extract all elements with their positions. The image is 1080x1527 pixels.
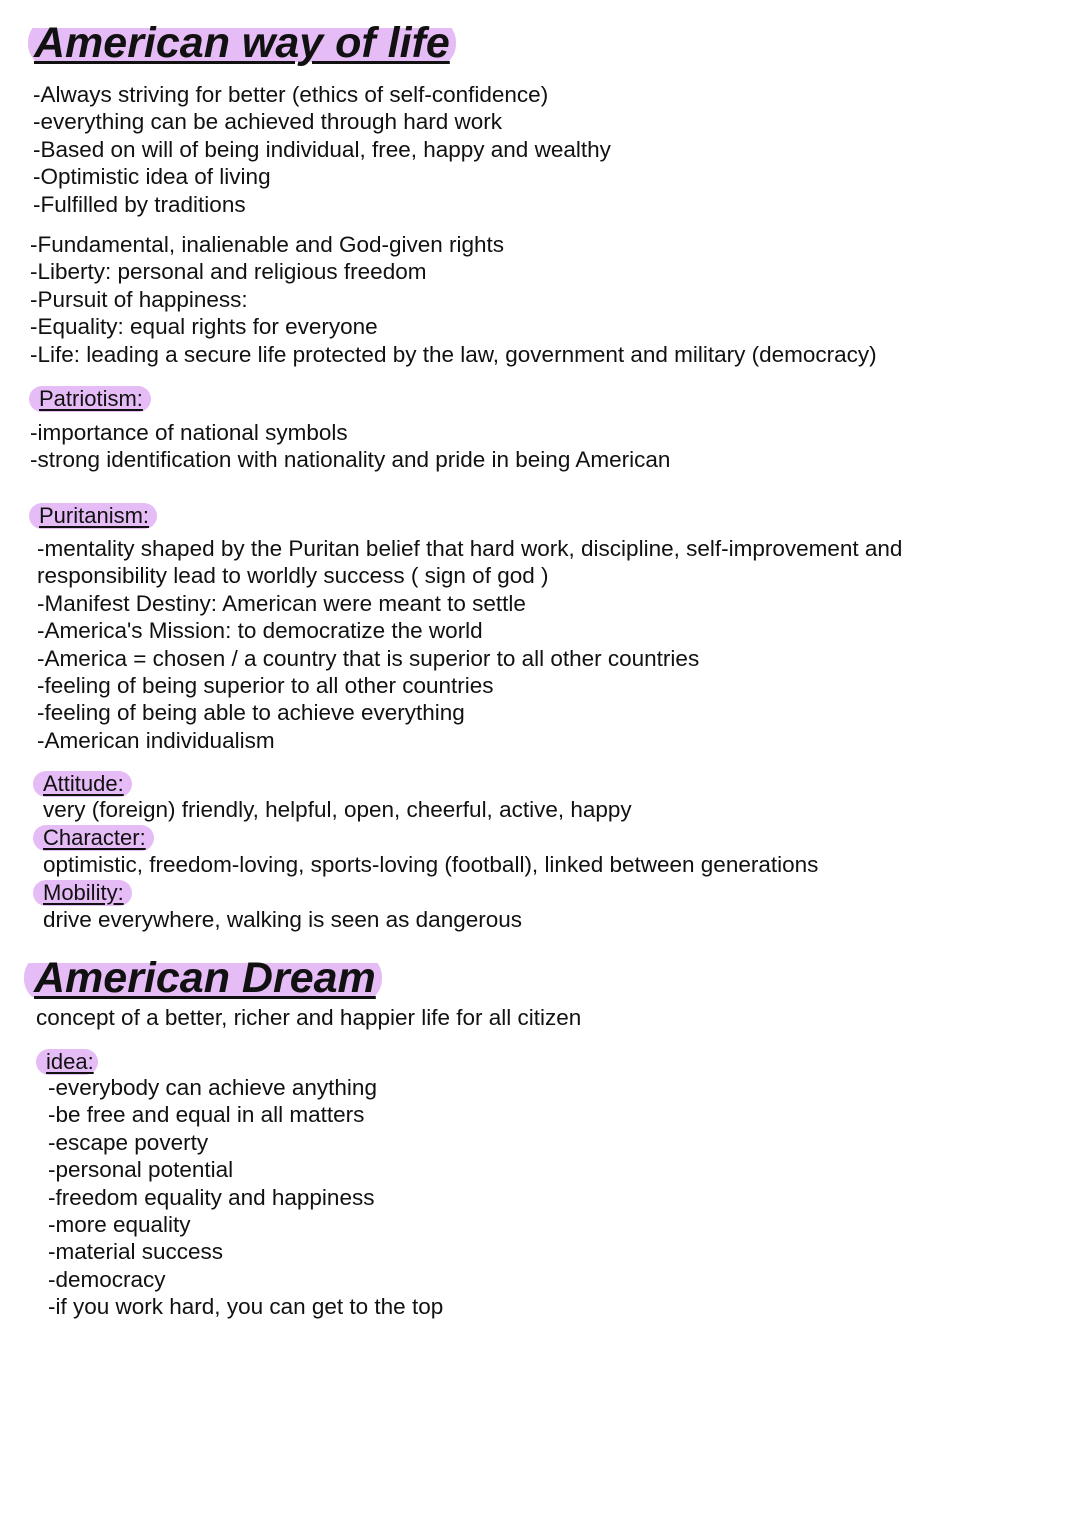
title-american-way-of-life bbox=[28, 18, 456, 68]
rights-list bbox=[30, 231, 877, 368]
title-american-dream bbox=[24, 953, 382, 1003]
list-item: -everything can be achieved through hard work bbox=[33, 109, 503, 135]
list-item: -feeling of being superior to all other countries bbox=[37, 673, 494, 699]
list-item: -Manifest Destiny: American were meant to settle bbox=[37, 590, 526, 616]
list-item: -more equality bbox=[48, 1212, 191, 1238]
title-text: American way of life bbox=[34, 19, 450, 67]
list-item: -strong identification with nationality and pride in being American bbox=[30, 447, 671, 473]
heading-patriotism: Patriotism: bbox=[29, 386, 151, 412]
list-item: -America = chosen / a country that is superior to all other countries bbox=[37, 645, 700, 671]
list-item: -mentality shaped by the Puritan belief that hard work, discipline, self-improvement and bbox=[37, 536, 903, 561]
list-item: -freedom equality and happiness bbox=[48, 1184, 375, 1210]
list-item: -Always striving for better (ethics of self-confidence) bbox=[33, 82, 549, 107]
list-item: -Equality: equal rights for everyone bbox=[30, 314, 378, 340]
list-item: -democracy bbox=[48, 1266, 166, 1292]
american-dream-intro: concept of a better, richer and happier life for all citizen bbox=[36, 1005, 582, 1030]
attitude-text: very (foreign) friendly, helpful, open, cheerful, active, happy bbox=[43, 797, 632, 822]
heading-idea: idea: bbox=[36, 1049, 98, 1075]
list-item: -if you work hard, you can get to the top bbox=[48, 1294, 444, 1320]
list-item: responsibility lead to worldly success ( sign of god ) bbox=[37, 563, 549, 589]
list-item: -Pursuit of happiness: bbox=[30, 286, 248, 312]
list-item: -American individualism bbox=[37, 727, 275, 753]
list-item: -everybody can achieve anything bbox=[48, 1075, 377, 1100]
idea-list bbox=[48, 1074, 443, 1321]
list-item: -personal potential bbox=[48, 1157, 234, 1183]
list-item: -feeling of being able to achieve everything bbox=[37, 700, 465, 726]
heading-attitude: Attitude: bbox=[33, 771, 132, 797]
heading-character: Character: bbox=[33, 825, 154, 851]
character-text: optimistic, freedom-loving, sports-loving (football), linked between generations bbox=[43, 852, 819, 877]
list-item: -material success bbox=[48, 1239, 224, 1265]
list-item: -be free and equal in all matters bbox=[48, 1102, 365, 1128]
list-item: -America's Mission: to democratize the world bbox=[37, 618, 483, 644]
patriotism-list bbox=[30, 419, 670, 474]
list-item: -Life: leading a secure life protected by the law, government and military (democracy) bbox=[30, 341, 877, 367]
list-item: -Optimistic idea of living bbox=[33, 164, 271, 190]
list-item: -Fulfilled by traditions bbox=[33, 191, 246, 217]
list-item: -importance of national symbols bbox=[30, 420, 348, 445]
heading-puritanism: Puritanism: bbox=[29, 503, 157, 529]
heading-mobility: Mobility: bbox=[33, 880, 132, 906]
list-item: -escape poverty bbox=[48, 1129, 209, 1155]
puritanism-list bbox=[37, 535, 902, 754]
list-item: -Based on will of being individual, free, happy and wealthy bbox=[33, 136, 611, 162]
mobility-text: drive everywhere, walking is seen as dangerous bbox=[43, 907, 523, 932]
values-list bbox=[33, 81, 611, 218]
title-text: American Dream bbox=[34, 954, 376, 1002]
list-item: -Liberty: personal and religious freedom bbox=[30, 259, 427, 285]
list-item: -Fundamental, inalienable and God-given rights bbox=[30, 232, 505, 257]
